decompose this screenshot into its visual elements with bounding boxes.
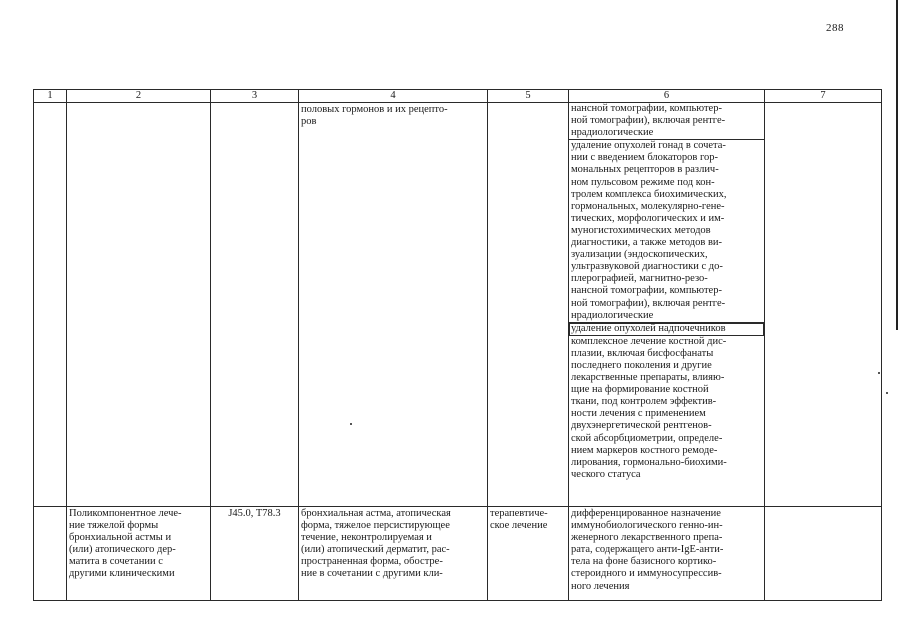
cell-treatment-method	[569, 507, 765, 601]
icd-code-text: J45.0, T78.3	[228, 508, 281, 519]
care-type-text: Поликомпонентное лече- ние тяжелой формы бронхиальной астмы и (или) атопического дер- матита в сочетании с другими клиническими	[69, 508, 182, 580]
treatment-type-text: терапевтиче- ское лечение	[490, 508, 548, 532]
treatment-method-item: нансной томографии, компьютер- ной томографии), включая рентге- нрадиологические	[569, 103, 764, 140]
cell-cost	[765, 507, 882, 601]
column-number: 5	[488, 90, 569, 103]
column-number: 6	[569, 90, 765, 103]
cell-number	[34, 103, 67, 507]
cell-profile	[67, 507, 211, 601]
table-row	[34, 507, 882, 601]
scan-speck	[886, 392, 888, 394]
cell-icd-code	[211, 103, 299, 507]
treatment-method-item: удаление опухолей гонад в сочета- нии с введением блокаторов гор- мональных рецепторов в различ- ном пульсовом режиме под кон- тролем комплекса биохимических, гормональных, молекулярно-гене- тических, морфологических и им- муногистохимических методов диагностики, а также методов ви- зуализации (эндоскопических, ультразвуковой диагностики с до- плерографией, магнитно-резо- нансной томографии, компьютер- ной томографии), включая рентге- нрадиологические	[569, 140, 764, 322]
cell-number	[34, 507, 67, 601]
column-number: 1	[34, 90, 67, 103]
cell-treatment-type	[488, 507, 569, 601]
patient-model-text: половых гормонов и их рецепто- ров	[301, 104, 448, 128]
treatment-method-text: дифференцированное назначение иммунобиологического генно-ин- женерного лекарственного препа- рата, содержащего анти-IgE-анти- тела на фоне базисного кортико- стероидного и иммуносупрессив- ного лечения	[571, 508, 724, 592]
cell-patient-model	[299, 103, 488, 507]
cell-cost	[765, 103, 882, 507]
table-row-continued	[34, 103, 882, 507]
column-number: 2	[67, 90, 211, 103]
cell-treatment-type	[488, 103, 569, 507]
patient-model-text: бронхиальная астма, атопическая форма, тяжелое персистирующее течение, неконтролируемая и (или) атопический дерматит, рас- пространенная форма, обостре- ние в сочетании с другими кли-	[301, 508, 451, 580]
scan-edge-mark	[896, 0, 898, 330]
treatment-method-item: удаление опухолей надпочечников	[569, 323, 764, 336]
medical-care-table	[33, 89, 882, 601]
page-number: 288	[826, 22, 844, 34]
treatment-method-item: комплексное лечение костной дис- плазии, включая бисфосфанаты последнего поколения и другие лекарственные препараты, влияю- щие на формирование костной ткани, под контролем эффектив- ности лечения с применением двухэнергетической рентгенов- ской абсорбциометрии, определе- нием маркеров костного ремоде- лирования, гормонально-биохими- ческого статуса	[571, 335, 727, 480]
column-number: 3	[211, 90, 299, 103]
column-number: 4	[299, 90, 488, 103]
cell-profile	[67, 103, 211, 507]
column-number-row	[34, 90, 882, 103]
cell-patient-model	[299, 507, 488, 601]
column-number: 7	[765, 90, 882, 103]
cell-icd-code	[211, 507, 299, 601]
cell-treatment-method	[569, 103, 765, 507]
